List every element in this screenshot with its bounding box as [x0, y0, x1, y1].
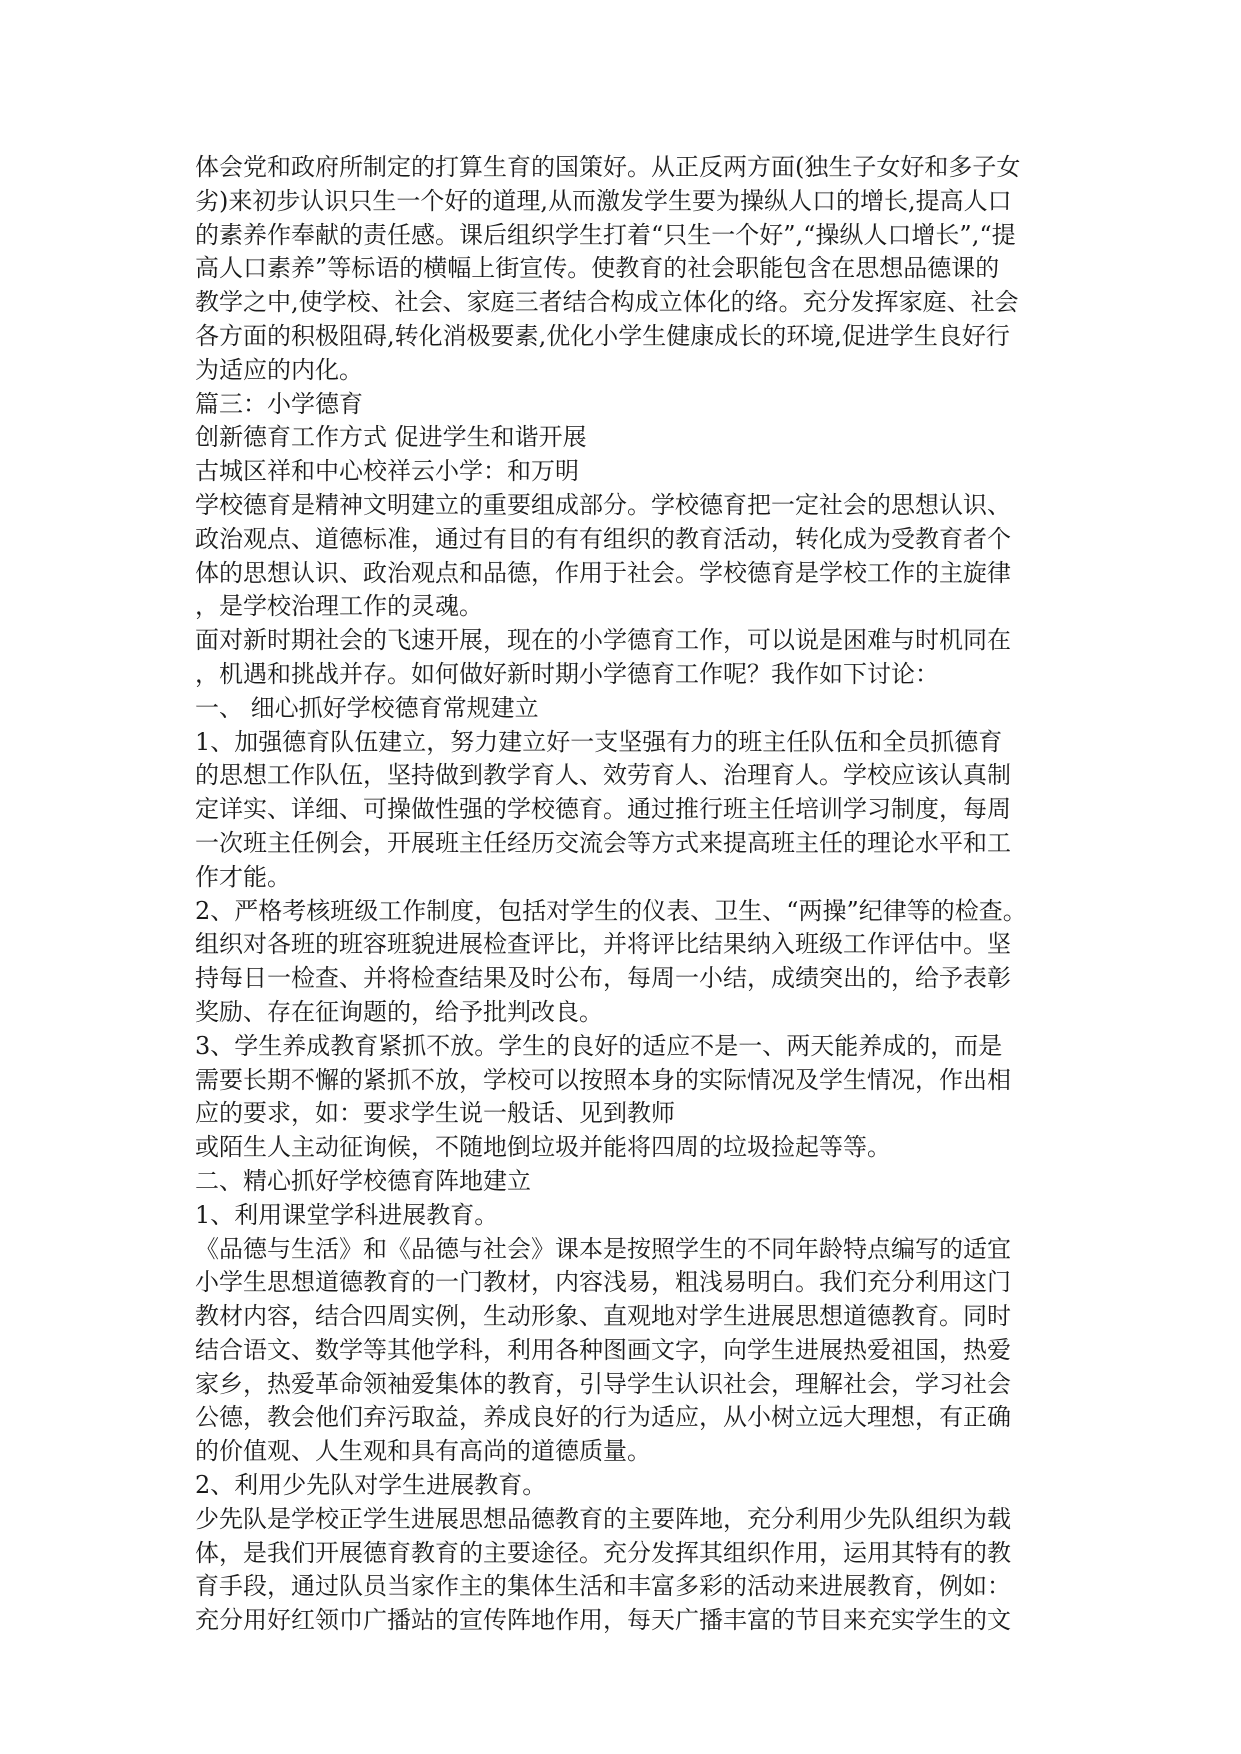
subsection-heading: 一、 细心抓好学校德育常规建立 [195, 693, 539, 722]
text-line: 少先队是学校正学生进展思想品德教育的主要阵地，充分利用少先队组织为载 [195, 1504, 1011, 1533]
text-line: 教学之中,使学校、社会、家庭三者结合构成立体化的络。充分发挥家庭、社会 [195, 288, 1019, 317]
subsection-heading: 二、精心抓好学校德育阵地建立 [195, 1166, 531, 1195]
text-line: 的思想工作队伍，坚持做到教学育人、效劳育人、治理育人。学校应该认真制 [195, 761, 1011, 790]
text-line: 奖励、存在征询题的，给予批判改良。 [195, 997, 603, 1026]
text-line: 应的要求，如：要求学生说一般话、见到教师 [195, 1099, 675, 1128]
section-heading: 篇三：小学德育 [195, 389, 363, 418]
text-line: 面对新时期社会的飞速开展，现在的小学德育工作，可以说是困难与时机同在 [195, 626, 1011, 655]
text-line: 为适应的内化。 [195, 355, 363, 384]
text-line: 一次班主任例会，开展班主任经历交流会等方式来提高班主任的理论水平和工 [195, 828, 1011, 857]
body-text [195, 151, 1055, 1638]
text-line: 政治观点、道德标准，通过有目的有有组织的教育活动，转化成为受教育者个 [195, 524, 1011, 553]
text-line: 高人口素养”等标语的横幅上街宣传。使教育的社会职能包含在思想品德课的 [195, 254, 1000, 283]
text-line: 结合语文、数学等其他学科，利用各种图画文字，向学生进展热爱祖国，热爱 [195, 1335, 1011, 1364]
text-line: 劣)来初步认识只生一个好的道理,从而激发学生要为操纵人口的增长,提高人口 [195, 186, 1012, 215]
text-line: 体会党和政府所制定的打算生育的国策好。从正反两方面(独生子女好和多子女 [195, 153, 1021, 181]
text-line: 家乡，热爱革命领袖爱集体的教育，引导学生认识社会，理解社会，学习社会 [195, 1369, 1011, 1398]
text-line: 小学生思想道德教育的一门教材，内容浅易，粗浅易明白。我们充分利用这门 [195, 1268, 1011, 1297]
text-line: 定详实、详细、可操做性强的学校德育。通过推行班主任培训学习制度，每周 [195, 795, 1011, 824]
text-line: 持每日一检查、并将检查结果及时公布，每周一小结，成绩突出的，给予表彰 [195, 964, 1011, 993]
text-line: 各方面的积极阻碍,转化消极要素,优化小学生健康成长的环境,促进学生良好行 [195, 321, 1010, 350]
text-line: 学校德育是精神文明建立的重要组成部分。学校德育把一定社会的思想认识、 [195, 490, 1011, 519]
text-line: 2、利用少先队对学生进展教育。 [195, 1471, 547, 1500]
text-line: 组织对各班的班容班貌进展检查评比，并将评比结果纳入班级工作评估中。坚 [195, 930, 1011, 959]
text-line: 公德，教会他们弃污取益，养成良好的行为适应，从小树立远大理想，有正确 [195, 1403, 1011, 1432]
article-title: 创新德育工作方式 促进学生和谐开展 [195, 423, 587, 452]
text-line: 或陌生人主动征询候，不随地倒垃圾并能将四周的垃圾捡起等等。 [195, 1133, 891, 1162]
article-author: 古城区祥和中心校祥云小学：和万明 [195, 457, 579, 486]
text-line: 体的思想认识、政治观点和品德，作用于社会。学校德育是学校工作的主旋律 [195, 558, 1011, 587]
text-line: 《品德与生活》和《品德与社会》课本是按照学生的不同年龄特点编写的适宜 [195, 1234, 1011, 1263]
text-line: 1、利用课堂学科进展教育。 [195, 1200, 499, 1229]
text-line: 的素养作奉献的责任感。课后组织学生打着“只生一个好”,“操纵人口增长”,“提 [195, 220, 1016, 249]
text-line: 体，是我们开展德育教育的主要途径。充分发挥其组织作用，运用其特有的教 [195, 1538, 1011, 1567]
text-line: 教材内容，结合四周实例，生动形象、直观地对学生进展思想道德教育。同时 [195, 1302, 1011, 1331]
text-line: ，是学校治理工作的灵魂。 [195, 592, 483, 621]
text-line: 1、加强德育队伍建立，努力建立好一支坚强有力的班主任队伍和全员抓德育 [195, 727, 1003, 756]
text-line: 2、严格考核班级工作制度，包括对学生的仪表、卫生、“两操”纪律等的检查。 [195, 896, 1027, 925]
text-line: 作才能。 [195, 862, 291, 891]
text-line: 的价值观、人生观和具有高尚的道德质量。 [195, 1437, 651, 1466]
text-line: 充分用好红领巾广播站的宣传阵地作用，每天广播丰富的节目来充实学生的文 [195, 1606, 1011, 1635]
text-line: 需要长期不懈的紧抓不放，学校可以按照本身的实际情况及学生情况，作出相 [195, 1065, 1011, 1094]
text-line: 3、学生养成教育紧抓不放。学生的良好的适应不是一、两天能养成的，而是 [195, 1031, 1003, 1060]
text-line: ，机遇和挑战并存。如何做好新时期小学德育工作呢？我作如下讨论： [195, 659, 939, 688]
text-line: 育手段，通过队员当家作主的集体生活和丰富多彩的活动来进展教育，例如： [195, 1572, 1011, 1601]
